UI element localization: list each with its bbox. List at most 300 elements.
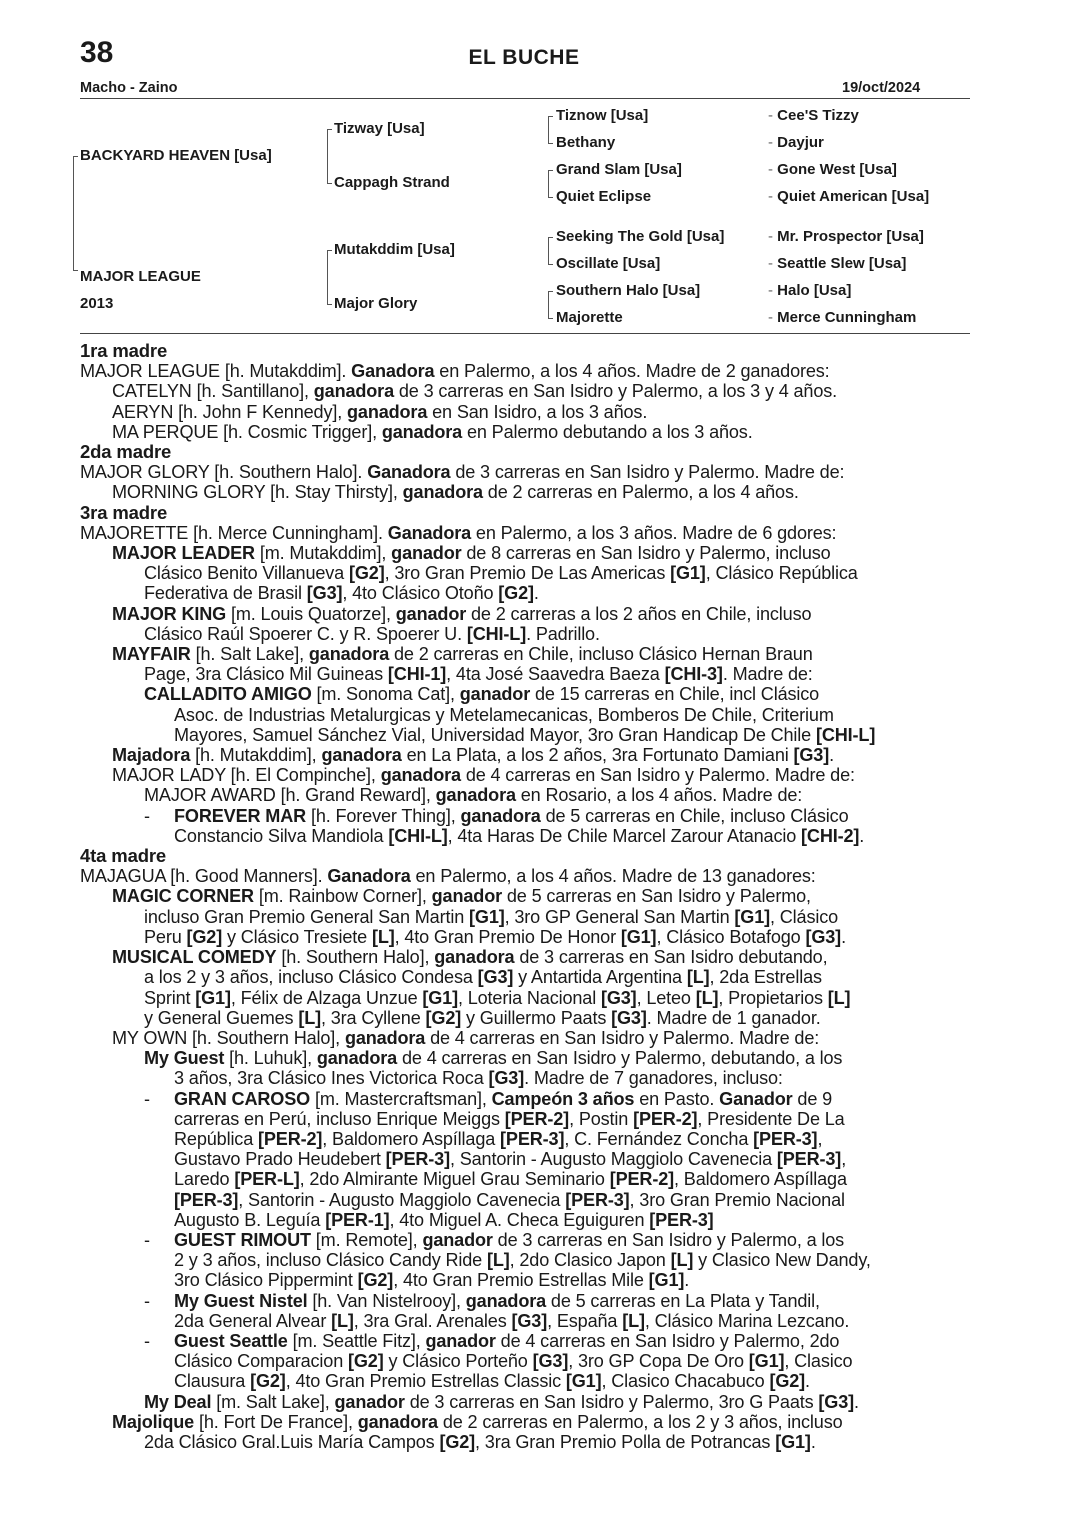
gen2-sire-dam: Cappagh Strand [334,174,450,191]
text-run: de 2 carreras en Palermo, a los 4 años. [482,482,799,503]
text-run: en Palermo, a los 4 años. Madre de 13 ganadores: [410,866,816,887]
text-run: , [817,1128,823,1149]
bold-text: [PER-3] [753,1128,818,1149]
text-run: , Clasico [784,1351,853,1372]
bracket-gen2 [327,250,328,304]
bold-text: 2da madre [80,441,172,463]
bold-text: [CHI-2] [801,825,860,846]
text-line [80,624,970,644]
bold-text: ganadora [435,785,516,806]
catalog-date: 19/oct/2024 [842,80,921,96]
text-run: , 3ro GP General San Martin [504,906,735,927]
text-run: , Santorin - Augusto Maggiolo Cavenecia [449,1149,777,1170]
bold-text: [G3] [511,1310,548,1331]
text-run: CATELYN [h. Santillano], [112,381,314,402]
bold-text: ganador [395,603,467,624]
text-run: [h. Salt Lake], [190,644,309,665]
bold-text: [L] [622,1310,645,1331]
text-run: MAJORETTE [h. Merce Cunningham]. [80,522,388,543]
text-run: de 2 carreras en Chile, incluso Clásico Hernan Braun [389,644,813,665]
bold-text: [CHI-1] [387,664,447,685]
bold-text: Ganadora [327,866,411,887]
text-run: Asoc. de Industrias Metalurgicas y Metelamecanicas, Bomberos De Chile, Criterium [174,704,834,725]
bold-text: ganador [459,684,531,705]
list-bullet: - [144,1290,150,1311]
text-run: , 4to Miguel A. Checa Eguiguren [389,1209,650,1230]
text-line [80,1432,970,1452]
text-run: , 4to Clásico Otoño [342,583,499,604]
bold-text: [G1] [620,926,657,947]
list-bullet: - [144,1088,150,1109]
text-line [80,785,970,805]
bracket-tick [548,318,553,319]
list-bullet: - [144,1229,150,1250]
bold-text: 4ta madre [80,845,167,867]
text-run: . Madre de 1 ganador. [646,1007,821,1028]
text-run: Sprint [144,987,196,1008]
text-line [80,947,970,967]
bold-text: [G3] [818,1391,854,1412]
bold-text: [G1] [734,906,770,927]
text-run: . [829,745,834,766]
bold-text: [G2] [348,1351,384,1372]
text-run: de 3 carreras en San Isidro y Palermo, 3ro G Paats [404,1391,819,1412]
gen3-8: Majorette [556,309,623,326]
bold-text: My Guest [144,1048,225,1069]
bold-text: ganadora [321,745,402,766]
text-run: de 3 carreras en San Isidro debutando, [514,947,828,968]
text-run: , Clásico Marina Lezcano. [644,1310,850,1331]
bold-text: [CHI-L] [466,623,527,644]
text-run: de 4 carreras en San Isidro y Palermo. Madre de: [425,1027,820,1048]
text-run: de 3 carreras en San Isidro y Palermo, a los [492,1229,845,1250]
bold-text: [L] [298,1007,321,1028]
text-run: . [841,926,846,947]
text-run: en La Plata, a los 2 años, 3ra Fortunato Damiani [401,745,794,766]
bold-text: Ganadora [351,361,435,382]
text-run: Gustavo Prado Heudebert [174,1149,386,1170]
bold-text: [PER-1] [325,1209,390,1230]
bold-text: My Deal [144,1391,212,1412]
bold-text: [G2] [439,1431,476,1452]
text-run: , Clásico Botafogo [656,926,806,947]
bold-text: MUSICAL COMEDY [112,947,277,968]
text-line [80,988,970,1008]
text-run: [m. Remote], [310,1229,423,1250]
female-family-text [80,341,970,1452]
text-run: MAJOR AWARD [h. Grand Reward], [144,785,436,806]
text-run: , 4ta José Saavedra Baeza [446,664,665,685]
text-line [80,927,970,947]
bold-text: [G1] [648,1270,685,1291]
text-run: de 5 carreras en San Isidro y Palermo, [501,886,811,907]
text-run: de 5 carreras en Chile, incluso Clásico [540,805,849,826]
bold-text: ganador [425,1330,496,1351]
text-line [80,563,970,583]
bold-text: 1ra madre [80,340,168,361]
bracket-gen2 [327,129,328,183]
bracket-tick [73,270,78,271]
text-line [80,1109,970,1129]
text-run: , 3ra Gran Premio Polla de Potrancas [475,1431,776,1452]
text-run: de 4 carreras en San Isidro y Palermo, 2do [495,1330,840,1351]
bold-text: ganadora [344,1027,426,1048]
list-bullet: - [144,1330,150,1351]
text-line [80,1392,970,1412]
text-line [80,1270,970,1290]
bold-text: [G1] [195,987,231,1008]
bold-text: ganadora [460,805,541,826]
bracket-gen3 [548,116,549,143]
text-line [80,826,970,846]
bracket-gen1 [73,156,74,270]
text-run: [m. Seattle Fitz], [287,1330,426,1351]
bold-text: ganadora [316,1048,398,1069]
text-line [80,725,970,745]
text-line [80,1311,970,1331]
bold-text: Ganadora [387,522,472,543]
sire: BACKYARD HEAVEN [Usa] [80,147,272,164]
gen3-6: Oscillate [Usa] [556,255,661,272]
bold-text: [G2] [498,583,534,604]
bracket-tick [327,304,332,305]
bold-text: MAJOR KING [112,603,227,624]
text-run: en Palermo debutando a los 3 años. [462,421,753,442]
bold-text: [PER-3] [649,1209,714,1230]
text-line [80,1291,970,1311]
gen4-4: - Quiet American [Usa] [768,188,930,205]
bracket-tick [548,143,553,144]
text-line [80,745,970,765]
text-run: , Baldomero Aspíllaga [674,1169,847,1190]
bold-text: MAJOR LEADER [112,543,255,564]
sex-color: Macho - Zaino [80,80,178,96]
text-line [80,1371,970,1391]
bold-text: [G2] [769,1371,806,1392]
bold-text: 3ra madre [80,501,168,523]
bold-text: GUEST RIMOUT [174,1229,311,1250]
text-run: Federativa de Brasil [144,583,307,604]
gen3-5: Seeking The Gold [Usa] [556,228,725,245]
gen4-7: - Halo [Usa] [768,282,852,299]
gen4-5: - Mr. Prospector [Usa] [768,228,924,245]
text-line [80,422,970,442]
bold-text: [G1] [670,563,706,584]
text-run: MY OWN [h. Southern Halo], [112,1027,345,1048]
bracket-tick [548,237,553,238]
text-line [80,1169,970,1189]
text-run: [h. Forever Thing], [306,805,461,826]
bold-text: [PER-L] [234,1169,300,1190]
text-line [80,381,970,401]
text-run: Clásico Raúl Spoerer C. y R. Spoerer U. [144,623,467,644]
bracket-tick [73,156,78,157]
text-run: Page, 3ra Clásico Mil Guineas [144,664,388,685]
text-run: , [841,1149,847,1170]
text-run: en San Isidro, a los 3 años. [427,401,648,422]
text-run: de 9 [792,1088,833,1109]
bold-text: ganador [334,1391,405,1412]
text-line [80,361,970,381]
text-line [80,1250,970,1270]
text-run: 3ro Clásico Pippermint [174,1270,358,1291]
bold-text: ganador [422,1229,493,1250]
text-run: , 2do Almirante Miguel Grau Seminario [299,1169,610,1190]
text-run: de 8 carreras en San Isidro y Palermo, incluso [461,543,831,564]
horse-name: EL BUCHE [468,46,580,69]
section-heading [80,341,970,361]
text-run: MAJAGUA [h. Good Manners]. [80,866,328,887]
text-line [80,705,970,725]
text-line [80,402,970,422]
lot-number: 38 [80,36,114,69]
bold-text: [G1] [775,1431,811,1452]
text-run: [m. Mutakddim], [254,543,392,564]
text-line [80,543,970,563]
text-run: de 4 carreras en San Isidro y Palermo. Madre de: [460,765,855,786]
text-run: , Félix de Alzaga Unzue [230,987,423,1008]
text-run: Mayores, Samuel Sánchez Vial, Universidad Mayor, 3ro Gran Handicap De Chile [174,724,816,745]
bold-text: [G3] [488,1068,525,1089]
gen3-2: Bethany [556,134,616,151]
text-run: carreras en Perú, incluso Enrique Meiggs [174,1108,505,1129]
bold-text: [PER-3] [776,1149,842,1170]
bold-text: [G1] [469,906,505,927]
text-run: . [533,583,539,604]
text-run: , Postin [569,1108,634,1129]
bold-text: [G1] [565,1371,602,1392]
bold-text: [G3] [532,1351,569,1372]
bold-text: [G3] [805,926,842,947]
text-line [80,1068,970,1088]
text-line [80,684,970,704]
bold-text: Majadora [112,745,191,766]
text-run: , Clásico República [705,563,858,584]
bold-text: ganadora [347,401,428,422]
text-run: , 2da Estrellas [709,967,822,988]
text-line [80,1129,970,1149]
text-run: MAJOR LADY [h. El Compinche], [112,765,381,786]
text-run: [h. Fort De France], [194,1411,358,1432]
text-run: en Rosario, a los 4 años. Madre de: [515,785,803,806]
text-run: , Clasico Chacabuco [601,1371,770,1392]
bold-text: [L] [670,1250,694,1271]
gen2-dam-sire: Mutakddim [Usa] [334,241,455,258]
bold-text: ganador [431,886,502,907]
text-run: de 15 carreras en Chile, incl Clásico [530,684,820,705]
bold-text: GRAN CAROSO [174,1088,311,1109]
text-line [80,1230,970,1250]
text-run: . [854,1391,859,1412]
text-line [80,967,970,987]
text-line [80,664,970,684]
text-line [80,1008,970,1028]
text-run: y Clásico Tresiete [222,926,372,947]
text-line [80,907,970,927]
bold-text: [G3] [477,967,514,988]
bold-text: ganadora [308,644,390,665]
text-run: , Baldomero Aspíllaga [322,1128,501,1149]
bold-text: [PER-3] [500,1128,565,1149]
text-run: , 4ta Haras De Chile Marcel Zarour Atanacio [447,825,802,846]
text-run: [h. Van Nistelrooy], [307,1290,466,1311]
bold-text: [L] [331,1310,354,1331]
bold-text: [PER-3] [174,1189,239,1210]
bold-text: ganadora [357,1411,438,1432]
bold-text: [G1] [422,987,458,1008]
text-run: AERYN [h. John F Kennedy], [112,401,347,422]
text-line [80,482,970,502]
text-run: [m. Mastercraftsman], [310,1088,492,1109]
bold-text: [PER-3] [385,1149,450,1170]
text-line [80,1210,970,1230]
bold-text: Guest Seattle [174,1330,288,1351]
bold-text: Campeón 3 años [491,1088,635,1109]
text-run: de 5 carreras en La Plata y Tandil, [546,1290,820,1311]
section-heading [80,846,970,866]
text-run: , 3ra Cyllene [321,1007,426,1028]
bold-text: Majolique [112,1411,195,1432]
text-line [80,523,970,543]
text-line [80,644,970,664]
bold-text: [G2] [250,1371,286,1392]
text-run: Peru [144,926,187,947]
bracket-gen3 [548,237,549,264]
text-run: de 3 carreras en San Isidro y Palermo. Madre de: [450,462,845,483]
pedigree-rule [80,333,970,334]
text-run: MORNING GLORY [h. Stay Thirsty], [112,482,403,503]
bracket-tick [548,116,553,117]
gen2-sire-sire: Tizway [Usa] [334,120,425,137]
text-run: [m. Sonoma Cat], [311,684,460,705]
text-run: , C. Fernández Concha [564,1128,754,1149]
text-run: , Propietarios [718,987,828,1008]
gen4-8: - Merce Cunningham [768,309,917,326]
bracket-tick [327,129,332,130]
bold-text: [L] [827,987,851,1008]
bracket-gen3 [548,291,549,318]
text-run: incluso Gran Premio General San Martin [144,906,470,927]
text-run: , 3ro Gran Premio Nacional [629,1189,845,1210]
header-rule [80,98,970,99]
bracket-tick [548,291,553,292]
text-line [80,583,970,603]
text-run: . [684,1270,690,1291]
bold-text: [L] [695,987,719,1008]
bold-text: [L] [371,926,395,947]
text-run: Augusto B. Leguía [174,1209,326,1230]
text-run: 2da General Alvear [174,1310,332,1331]
bold-text: My Guest Nistel [174,1290,308,1311]
text-line [80,1149,970,1169]
text-run: [h. Luhuk], [224,1048,317,1069]
bold-text: [G1] [748,1351,785,1372]
gen4-1: - Cee'S Tizzy [768,107,859,124]
text-line [80,1331,970,1351]
bold-text: ganadora [465,1290,547,1311]
list-bullet: - [144,805,150,826]
bold-text: [G2] [186,926,223,947]
gen3-4: Quiet Eclipse [556,188,652,205]
text-run: y Clásico Porteño [383,1351,533,1372]
bold-text: ganadora [381,421,463,442]
text-run: Clásico Benito Villanueva [144,563,349,584]
text-run: MAJOR GLORY [h. Southern Halo]. [80,462,368,483]
bold-text: [L] [686,967,710,988]
text-run: y General Guemes [144,1007,299,1028]
text-run: y Guillermo Paats [461,1007,612,1028]
text-line [80,1412,970,1432]
text-run: 2da Clásico Gral.Luis María Campos [144,1431,440,1452]
bracket-tick [327,250,332,251]
text-run: , Santorin - Augusto Maggiolo Cavenecia [238,1189,566,1210]
text-run: , España [547,1310,623,1331]
bold-text: ganadora [402,482,483,503]
text-run: MAJOR LEAGUE [h. Mutakddim]. [80,361,352,382]
text-run: a los 2 y 3 años, incluso Clásico Condesa [144,967,478,988]
text-run: , 3ro GP Copa De Oro [568,1351,749,1372]
bold-text: [G2] [357,1270,394,1291]
text-run: y Antartida Argentina [513,967,687,988]
text-run: MA PERQUE [h. Cosmic Trigger], [112,421,382,442]
bracket-tick [548,197,553,198]
text-run: . [859,825,865,846]
text-line [80,866,970,886]
text-run: , 4to Gran Premio De Honor [394,926,621,947]
text-line [80,1048,970,1068]
text-run: . Madre de 7 ganadores, incluso: [524,1068,783,1089]
gen3-1: Tiznow [Usa] [556,107,649,124]
bold-text: [G3] [793,745,830,766]
text-line [80,1089,970,1109]
bold-text: [CHI-L] [815,724,876,745]
section-heading [80,503,970,523]
text-run: [h. Mutakddim], [190,745,322,766]
bold-text: ganadora [434,947,515,968]
text-run: en Palermo, a los 4 años. Madre de 2 ganadores: [434,361,830,382]
text-run: de 4 carreras en San Isidro y Palermo, debutando, a los [397,1048,843,1069]
gen4-6: - Seattle Slew [Usa] [768,255,907,272]
gen2-dam-dam: Major Glory [334,295,418,312]
text-run: [m. Rainbow Corner], [253,886,432,907]
bold-text: CALLADITO AMIGO [144,684,312,705]
dam-year: 2013 [80,295,114,312]
text-run: 2 y 3 años, incluso Clásico Candy Ride [174,1250,487,1271]
text-run: Laredo [174,1169,235,1190]
text-line [80,604,970,624]
text-run: Constancio Silva Mandiola [174,825,389,846]
bold-text: MAYFAIR [112,644,191,665]
bold-text: [G3] [306,583,343,604]
text-run: , Loteria Nacional [457,987,601,1008]
text-run: , Leteo [636,987,696,1008]
bracket-tick [327,183,332,184]
bracket-tick [548,170,553,171]
bold-text: ganador [391,543,462,564]
text-run: , 4to Gran Premio Estrellas Mile [393,1270,649,1291]
text-run: Clásico Comparacion [174,1351,348,1372]
text-line [80,806,970,826]
text-run: . [810,1431,816,1452]
bold-text: [L] [486,1250,510,1271]
text-run: . Padrillo. [526,623,600,644]
bold-text: [G3] [611,1007,647,1028]
text-run: , Presidente De La [697,1108,845,1129]
gen3-7: Southern Halo [Usa] [556,282,701,299]
text-run: y Clasico New Dandy, [693,1250,871,1271]
text-line [80,462,970,482]
text-run: . [805,1371,810,1392]
